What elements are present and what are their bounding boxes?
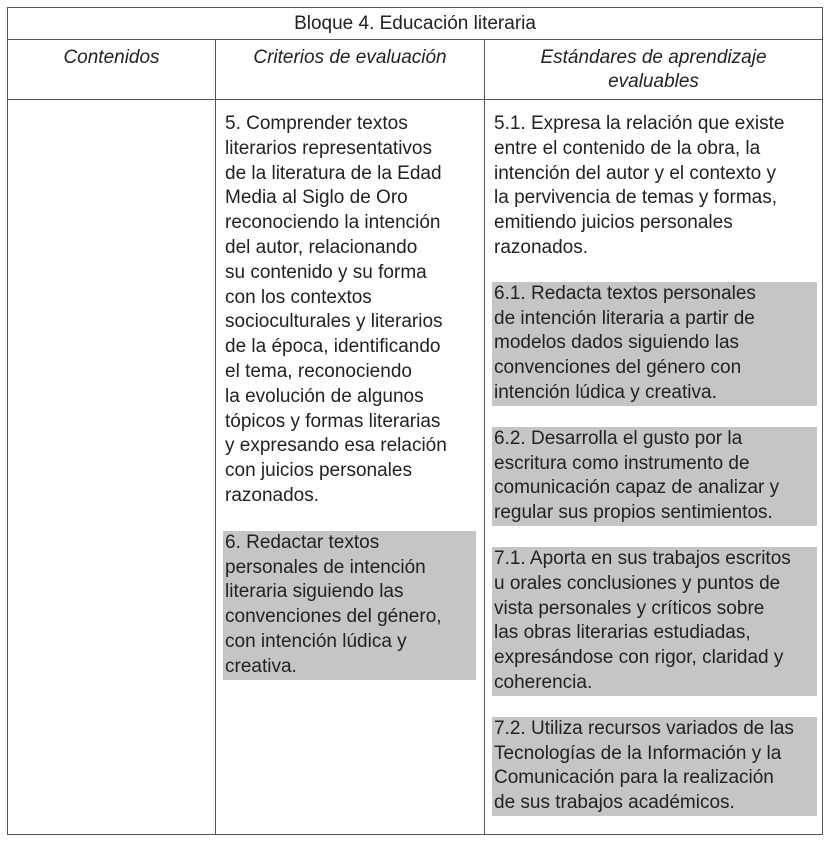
estandar-paragraph-line: Tecnologías de la Información y la xyxy=(494,742,782,764)
criterio-paragraph-line: 6. Redactar textos xyxy=(225,531,380,553)
criterio-paragraph-2 xyxy=(223,531,476,680)
estandar-paragraph-5 xyxy=(492,717,817,816)
estandar-paragraph-line: 7.1. Aporta en sus trabajos escritos xyxy=(494,547,791,569)
estandar-paragraph-line: 6.1. Redacta textos personales xyxy=(494,282,756,304)
criterio-paragraph-line: personales de intención xyxy=(225,556,426,578)
estandar-paragraph-line: de sus trabajos académicos. xyxy=(494,792,735,814)
estandar-paragraph-line: la pervivencia de temas y formas, xyxy=(494,187,778,209)
estandares-cell xyxy=(492,100,817,816)
estandar-paragraph-line: Comunicación para la realización xyxy=(494,767,774,789)
criterio-paragraph-line: la evolución de algunos xyxy=(225,385,424,407)
criterio-paragraph-line: con los contextos xyxy=(225,286,372,308)
header-estandares-line2: evaluables xyxy=(608,71,699,92)
estandar-paragraph-line: expresándose con rigor, claridad y xyxy=(494,647,784,669)
criterio-paragraph-line: tópicos y formas literarias xyxy=(225,410,441,432)
header-criterios: Criterios de evaluación xyxy=(253,47,447,68)
column-divider xyxy=(484,40,485,834)
estandar-paragraph-line: coherencia. xyxy=(494,671,593,693)
estandar-paragraph-line: convenciones del género con xyxy=(494,357,742,379)
criterio-paragraph-line: reconociendo la intención xyxy=(225,212,441,234)
estandar-paragraph-line: 6.2. Desarrolla el gusto por la xyxy=(494,427,743,449)
estandar-paragraph-line: de intención literaria a partir de xyxy=(494,307,755,329)
estandar-paragraph-line: 7.2. Utiliza recursos variados de las xyxy=(494,717,794,739)
estandar-paragraph-line: vista personales y críticos sobre xyxy=(494,597,765,619)
estandar-paragraph-line: 5.1. Expresa la relación que existe xyxy=(494,113,785,134)
estandar-paragraph-line: u orales conclusiones y puntos de xyxy=(494,572,781,594)
criterio-paragraph-line: y expresando esa relación xyxy=(225,435,447,457)
estandar-paragraph-line: intención lúdica y creativa. xyxy=(494,381,717,403)
estandar-paragraph-line: intención del autor y el contexto y xyxy=(494,162,777,184)
estandar-paragraph-line: comunicación capaz de analizar y xyxy=(494,477,780,499)
estandar-paragraph-line: modelos dados siguiendo las xyxy=(494,332,740,354)
estandar-paragraph-line: regular sus propios sentimientos. xyxy=(494,502,773,524)
criterio-paragraph-line: Media al Siglo de Oro xyxy=(225,187,408,209)
header-row xyxy=(8,40,822,100)
criterio-paragraph-line: creativa. xyxy=(225,655,297,677)
criterio-paragraph-line: razonados. xyxy=(225,484,320,506)
column-divider xyxy=(215,40,216,834)
criterio-paragraph-line: el tema, reconociendo xyxy=(225,360,412,382)
estandar-paragraph-3 xyxy=(492,427,817,526)
estandar-paragraph-line: escritura como instrumento de xyxy=(494,452,750,474)
table-title: Bloque 4. Educación literaria xyxy=(8,8,822,40)
header-estandares xyxy=(485,40,822,99)
criterio-paragraph-line: de la época, identificando xyxy=(225,336,441,358)
criterio-paragraph-1 xyxy=(223,112,476,509)
estandar-paragraph-2 xyxy=(492,282,817,406)
contenidos-cell xyxy=(8,100,215,834)
estandar-paragraph-line: las obras literarias estudiadas, xyxy=(494,622,751,644)
estandar-paragraph-line: entre el contenido de la obra, la xyxy=(494,137,761,159)
estandar-paragraph-4 xyxy=(492,547,817,696)
criterio-paragraph-line: su contenido y su forma xyxy=(225,261,427,283)
estandar-paragraph-line: emitiendo juicios personales xyxy=(494,212,733,234)
header-contenidos: Contenidos xyxy=(63,47,160,68)
criterio-paragraph-line: socioculturales y literarios xyxy=(225,311,443,333)
header-estandares-line1: Estándares de aprendizaje xyxy=(540,47,767,68)
criterio-paragraph-line: convenciones del género, xyxy=(225,606,442,628)
criterio-paragraph-line: con juicios personales xyxy=(225,460,412,482)
criterio-paragraph-line: 5. Comprender textos xyxy=(225,113,408,134)
criterio-paragraph-line: literaria siguiendo las xyxy=(225,581,404,603)
criterio-paragraph-line: de la literatura de la Edad xyxy=(225,162,442,184)
criterio-paragraph-line: con intención lúdica y xyxy=(225,630,407,652)
criterio-paragraph-line: del autor, relacionando xyxy=(225,236,418,258)
criterios-cell xyxy=(223,100,476,680)
criterio-paragraph-line: literarios representativos xyxy=(225,137,432,159)
estandar-paragraph-1 xyxy=(492,112,817,261)
curriculum-table xyxy=(7,7,823,835)
estandar-paragraph-line: razonados. xyxy=(494,236,589,258)
